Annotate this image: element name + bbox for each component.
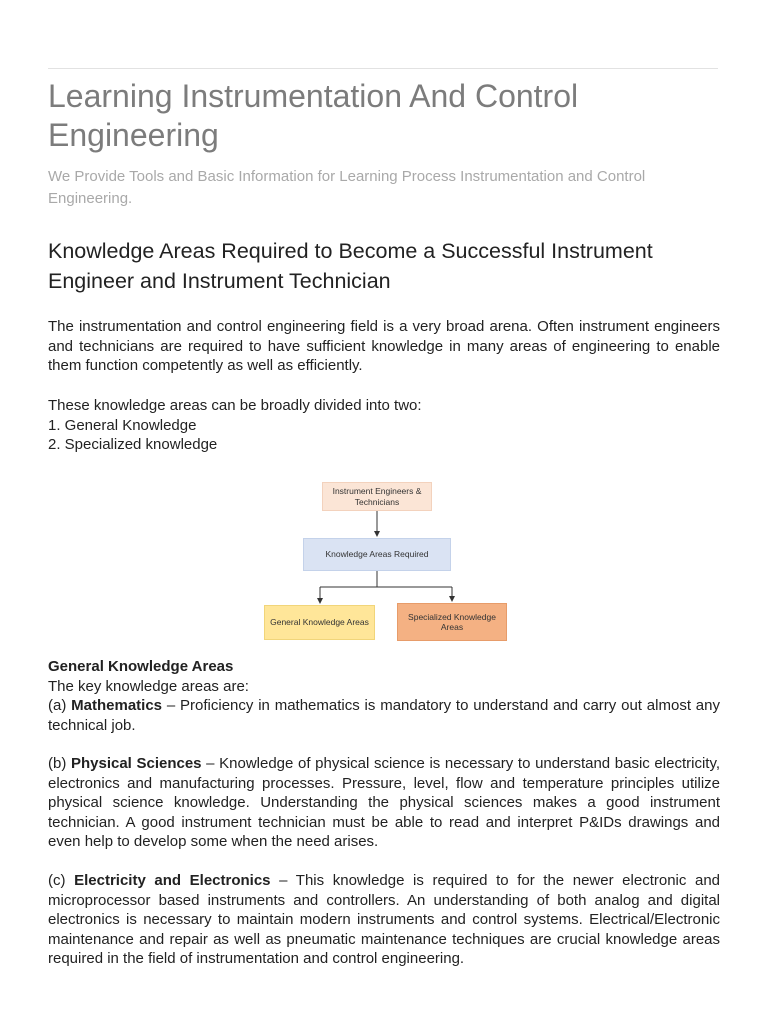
diagram-box-required: Knowledge Areas Required — [303, 538, 451, 571]
divisions-block — [48, 396, 720, 455]
site-description: We Provide Tools and Basic Information for Learning Process Instrumentation and Control Engineering. — [48, 168, 646, 207]
divisions-lead: These knowledge areas can be broadly divided into two: — [48, 397, 422, 414]
division-item: 2. Specialized knowledge — [48, 436, 218, 453]
knowledge-item-physical-sciences: (b) Physical Sciences – Knowledge of physical science is necessary to understand basic electricity, electronics and manufacturing processes. Pressure, level, flow and temperature principles utilize physical science knowledge. Understanding the physical sciences makes a good instrument technician. A good instrument technician must be able to read and interpret P&IDs drawings and even help to develop some when the need arises. — [48, 755, 720, 850]
division-item: 1. General Knowledge — [48, 416, 197, 434]
general-heading: General Knowledge Areas — [48, 658, 234, 675]
post-title[interactable]: Knowledge Areas Required to Become a Successful Instrument Engineer and Instrument Technician — [48, 239, 653, 293]
diagram-box-general: General Knowledge Areas — [264, 605, 375, 640]
site-title[interactable]: Learning Instrumentation And Control Engineering — [48, 78, 579, 153]
diagram-box-specialized: Specialized Knowledge Areas — [397, 603, 507, 641]
diagram-box-engineers: Instrument Engineers & Technicians — [322, 482, 432, 511]
intro-paragraph: The instrumentation and control engineering field is a very broad arena. Often instrument engineers and technicians are required to have sufficient knowledge in many areas of engineering to enable them function competently as well as efficiently. — [48, 318, 720, 374]
knowledge-item-mathematics: (a) Mathematics – Proficiency in mathematics is mandatory to understand and carry out almost any technical job. — [48, 697, 720, 734]
item-name: Electricity and Electronics — [74, 872, 271, 889]
general-section-header — [48, 657, 720, 696]
item-name: Mathematics — [71, 697, 163, 714]
knowledge-item-electricity-electronics: (c) Electricity and Electronics – This knowledge is required to for the newer electronic and microprocessor based instruments and controllers. An understanding of both analog and digital electronics is necessary to maintain modern instruments and control systems. Electrical/Electronic maintenance and repair as well as pneumatic maintenance techniques are crucial knowledge areas required in the field of instrumentation and control engineering. — [48, 872, 721, 967]
general-lead: The key knowledge areas are: — [48, 677, 249, 695]
item-name: Physical Sciences — [70, 755, 202, 772]
header-divider — [48, 68, 718, 69]
